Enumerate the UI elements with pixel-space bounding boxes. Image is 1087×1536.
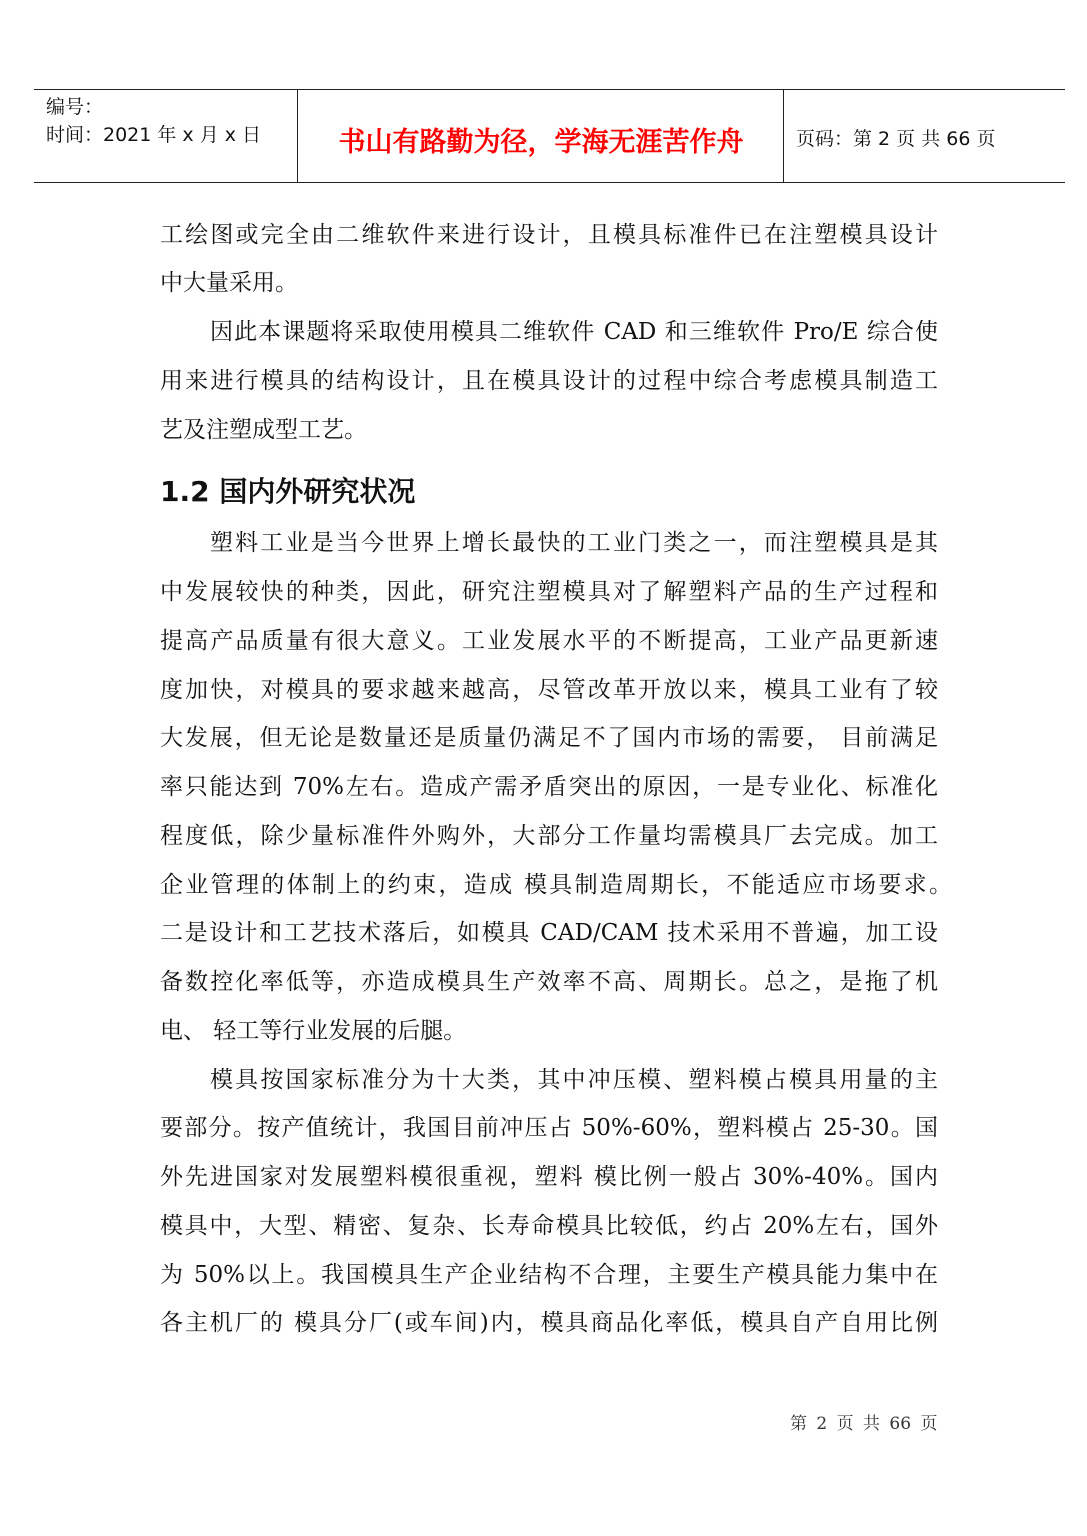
text-line: 各主机厂的 模具分厂(或车间)内，模具商品化率低，模具自产自用比例 [160, 1310, 938, 1336]
text-line: 度加快，对模具的要求越来越高，尽管改革开放以来，模具工业有了较 [160, 677, 938, 703]
text-line: 中大量采用。 [160, 270, 298, 296]
text-line: 为 50%以上。我国模具生产企业结构不合理，主要生产模具能力集中在 [160, 1262, 938, 1288]
section-heading: 1.2 国内外研究状况 [160, 475, 416, 508]
page-label: 页码：第 2 页 共 66 页 [796, 128, 996, 150]
text-line: 模具中，大型、精密、复杂、长寿命模具比较低，约占 20%左右，国外 [160, 1213, 938, 1239]
page-header [34, 89, 1065, 183]
text-line: 备数控化率低等，亦造成模具生产效率不高、周期长。总之，是拖了机 [160, 969, 938, 995]
text-line: 用来进行模具的结构设计，且在模具设计的过程中综合考虑模具制造工 [160, 368, 938, 394]
text-line: 提高产品质量有很大意义。工业发展水平的不断提高，工业产品更新速 [160, 628, 938, 654]
text-line: 模具按国家标准分为十大类，其中冲压模、塑料模占模具用量的主 [210, 1067, 938, 1093]
text-line: 二是设计和工艺技术落后，如模具 CAD/CAM 技术采用不普遍，加工设 [160, 920, 938, 946]
text-line: 中发展较快的种类，因此，研究注塑模具对了解塑料产品的生产过程和 [160, 579, 938, 605]
text-line: 艺及注塑成型工艺。 [160, 417, 367, 443]
header-left [46, 93, 261, 149]
text-line: 要部分。按产值统计，我国目前冲压占 50%-60%，塑料模占 25-30。国 [160, 1115, 938, 1141]
text-line: 企业管理的体制上的约束，造成 模具制造周期长，不能适应市场要求。 [160, 872, 952, 898]
text-line: 工绘图或完全由二维软件来进行设计，且模具标准件已在注塑模具设计 [160, 222, 938, 248]
text-line: 率只能达到 70%左右。造成产需矛盾突出的原因，一是专业化、标准化 [160, 774, 938, 800]
text-line: 大发展，但无论是数量还是质量仍满足不了国内市场的需要， 目前满足 [160, 725, 938, 751]
page-footer: 第 2 页 共 66 页 [790, 1414, 938, 1434]
text-line: 塑料工业是当今世界上增长最快的工业门类之一，而注塑模具是其 [210, 530, 938, 556]
motto: 书山有路勤为径，学海无涯苦作舟 [338, 127, 744, 158]
date-label: 时间：2021 年 x 月 x 日 [46, 124, 262, 146]
text-line: 外先进国家对发展塑料模很重视，塑料 模比例一般占 30%-40%。国内 [160, 1164, 938, 1190]
text-line: 电、 轻工等行业发展的后腿。 [160, 1018, 467, 1044]
text-line: 因此本课题将采取使用模具二维软件 CAD 和三维软件 Pro/E 综合使 [210, 319, 938, 345]
number-label: 编号： [46, 96, 104, 118]
text-line: 程度低，除少量标准件外购外，大部分工作量均需模具厂去完成。加工 [160, 823, 938, 849]
